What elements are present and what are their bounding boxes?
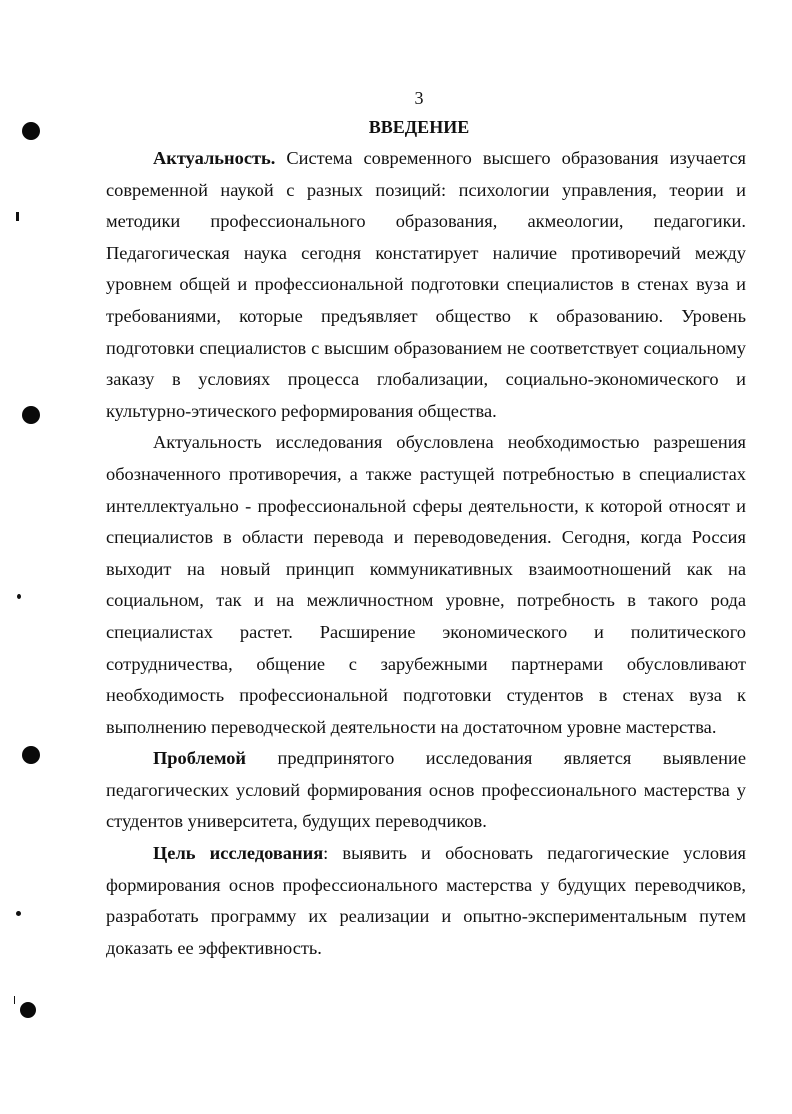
paragraph-goal: [106, 838, 746, 964]
paragraph-lead: Цель исследования: [153, 843, 324, 864]
punch-hole: [22, 406, 40, 424]
body-text: [106, 143, 746, 964]
scan-mark: [17, 594, 21, 599]
paragraph-relevance-detail: [106, 427, 746, 743]
paragraph-lead: Проблемой: [153, 748, 247, 769]
paragraph-text: Актуальность исследования обусловлена необходимостью разрешения обозначенного противоречия, а также растущей потребностью в специалистах интеллектуально - профессиональной сферы деятельности, к которой относят и специалистов в области перевода и переводоведения. Сегодня, когда Россия выходит на новый принцип коммуникативных взаимоотношений как на социальном, так и на межличностном уровне, потребность в такого рода специалистах растет. Расширение экономического и политического сотрудничества, общение с зарубежными партнерами обусловливают необходимость профессиональной подготовки студентов в стенах вуза к выполнению переводческой деятельности на достаточном уровне мастерства.: [106, 432, 746, 737]
scan-mark: [14, 996, 15, 1004]
punch-hole: [22, 746, 40, 764]
paragraph-text: Система современного высшего образования изучается современной наукой с разных позиций: психологии управления, теории и методики профессионального образования, акмеологии, педагогики. Педагогическая наука сегодня констатирует наличие противоречий между уровнем общей и профессиональной подготовки специалистов в стенах вуза и требованиями, которые предъявляет общество к образованию. Уровень подготовки специалистов с высшим образованием не соответствует социальному заказу в условиях процесса глобализации, социально-экономического и культурно-этического реформирования общества.: [106, 148, 746, 421]
scan-mark: [16, 212, 19, 221]
paragraph-problem: [106, 743, 746, 838]
punch-hole: [20, 1002, 36, 1018]
paragraph-relevance: [106, 143, 746, 427]
paragraph-text: предпринятого исследования является выявление педагогических условий формирования основ профессионального мастерства у студентов университета, будущих переводчиков.: [106, 748, 746, 832]
page-title: ВВЕДЕНИЕ: [368, 117, 470, 137]
scan-mark: [16, 911, 21, 916]
paragraph-lead: Актуальность.: [153, 148, 276, 168]
page-number: 3: [414, 88, 424, 108]
paragraph-text: : выявить и обосновать педагогические условия формирования основ профессионального мастерства у будущих переводчиков, разработать программу их реализации и опытно-экспериментальным путем доказать ее эффективность.: [106, 843, 746, 958]
